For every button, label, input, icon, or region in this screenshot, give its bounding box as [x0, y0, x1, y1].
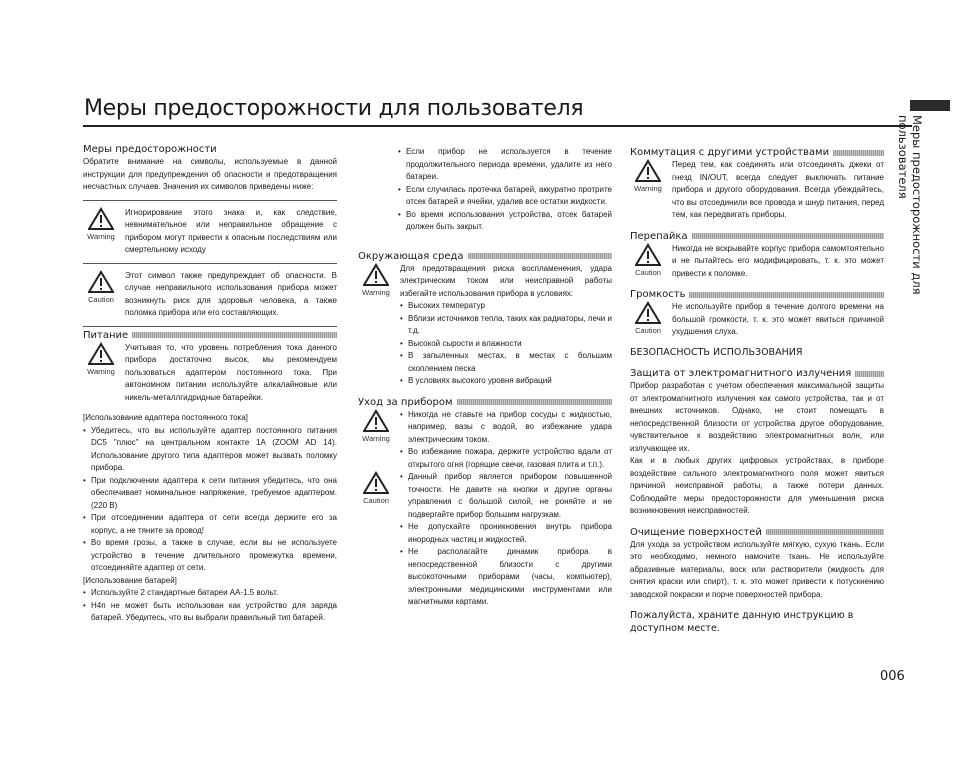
warning-triangle-icon	[363, 409, 389, 433]
page-number: 006	[880, 669, 905, 684]
warning-triangle-icon	[635, 159, 661, 183]
precautions-heading: Меры предосторожности	[83, 144, 217, 155]
side-section-label: Меры предосторожности для пользователя	[896, 115, 924, 295]
warning-label: Warning	[87, 231, 115, 241]
warning-triangle-icon	[88, 342, 114, 366]
volume-text: Не используйте прибор в течение долгого времени на большой громкости, т. к. это может явиться причиной ухудшения слуха.	[672, 302, 884, 336]
adapter-list	[83, 425, 337, 575]
list-item: • В условиях высокого уровня вибраций	[400, 375, 612, 388]
emi-text-2: Как и в любых других цифровых устройствах, в приборе воздействие сильного электромагнитного поля может явиться причиной неисправной работы, а также потери данных. Соблюдайте меры предосторожности для уменьшения риска возникновения неисправностей.	[630, 456, 884, 515]
adapter-heading: [Использование адаптера постоянного тока]	[83, 413, 248, 422]
switch-heading: Коммутация с другими устройствами	[630, 146, 884, 159]
cleaning-heading: Очищение поверхностей	[630, 526, 884, 539]
list-item: • Никогда не ставьте на прибор сосуды с жидкостью, например, вазы с водой, во избежание удара электрическим током.	[400, 409, 612, 447]
caution-triangle-icon	[363, 471, 389, 495]
modification-heading: Перепайка	[630, 230, 884, 243]
list-item: • Используйте 2 стандартные батареи AA-1.5 вольт.	[83, 587, 337, 600]
page-title: Меры предосторожности для пользователя	[84, 96, 584, 121]
warning-triangle-icon	[88, 207, 114, 231]
column-2: • Если прибор не используется в течение продолжительного периода времени, удалите из него батареи. • Если случилась протечка батарей, аккуратно протрите отсек батарей и ячейки, удалив все остатки жидкости. • Во время использования устройства, отсек батарей должен быть закрыт. Окружающая среда Warning Для предотвращения риска воспламенения, удара электрическим током или неисправной работы избегайте использования прибора в условиях: • Высоких температур • Вблизи источников тепла, таких как радиаторы, печи и т.д. • Высокой сырости и влажности • В запыленных местах, в местах с большим скоплением песка • В условиях высокого уровня вибраций Уход за прибором Warning • Никогда не ставьте на прибор сосуды с жидкостью, например, вазы с водой, во избежание удара электрическим током. • Во избежание пожара, держите устройство вдали от открытого огня (горящие свечи, газовая плита и т.п.). Caution • Данный прибор является прибором повышенной точности. Не давите на кнопки и другие органы управления с большой силой, не роняйте и не подвергайте прибор большим нагрузкам. • Не допускайте проникновения внутрь прибора инородных частиц и жидкостей. • Не располагайте динамик прибора в непосредственной близости с другими высокоточными приборами (часы, компьютер), электронными медицинскими инструментами или магнитными картами.	[358, 146, 612, 609]
list-item: • Данный прибор является прибором повышенной точности. Не давите на кнопки и другие органы управления с большой силой, не роняйте и не подвергайте прибор большим нагрузкам.	[400, 471, 612, 521]
emi-text-1: Прибор разработан с учетом обеспечения максимальной защиты от электромагнитного излучения как самого устройства, так и от внешних источников. Однако, не стоит помещать в непосредственной близости от устройства другое оборудование, чувствительное к воздействию электромагнитных волн, или излучающее их.	[630, 381, 884, 453]
column-3: Коммутация с другими устройствами Warning Перед тем, как соединять или отсоединять джеки от гнезд IN/OUT, всегда следует выключать питание прибора и другого оборудования. Всегда убеждайтесь, что вы отсоединили все провода и шнур питания, перед тем, как передвигать приборы. Перепайка Caution Никогда не вскрывайте корпус прибора самомтоятельно и не пытайтесь его модифицировать, т. к. это может привести к поломке. Громкость Caution Не используйте прибор в течение долгого времени на большой громкости, т. к. это может явиться причиной ухудшения слуха. БЕЗОПАСНОСТЬ ИСПОЛЬЗОВАНИЯ Защита от электромагнитного излучения Прибор разработан с учетом обеспечения максимальной защиты от электромагнитного излучения как самого устройства, так и от внешних источников. Однако, не стоит помещать в непосредственной близости от устройства другое оборудование, чувствительное к воздействию электромагнитных волн, или излучающее их. Как и в любых других цифровых устройствах, в приборе воздействие сильного электромагнитного поля может явиться причиной неисправной работы, а также потери данных. Соблюдайте меры предосторожности для уменьшения риска возникновения неисправностей. Очищение поверхностей Для ухода за устройством используйте мягкую, сухую ткань. Если это необходимо, немного намочите ткань. Не используйте абразивные материалы, воск или растворители (жидкость для снятия краски или спирт), т. к. это может привести к потускнению заводской покраски и порче поверхностей прибора. Пожалуйста, храните данную инструкцию в доступном месте.	[630, 147, 884, 634]
caution-label: Caution	[88, 294, 114, 304]
side-tab-marker	[910, 100, 950, 111]
environment-heading: Окружающая среда	[358, 250, 612, 263]
power-text: Учитывая то, что уровень потребления тока данного прибора достаточно высок, мы рекомендуем пользоваться адаптером постоянного тока. При автономном питании используйте алкалайновые или никель-металлгидридные батарейки.	[125, 342, 337, 402]
environment-text: Для предотвращения риска воспламенения, удара электрическим током или неисправной работы избегайте использования прибора в условиях:	[400, 263, 612, 298]
caution-triangle-icon	[88, 270, 114, 294]
caution-triangle-icon	[635, 243, 661, 267]
column-1: Меры предосторожности Обратите внимание на символы, используемые в данной инструкции для предупреждения об опасности и предотвращения несчастных случаев. Значения их символов приведены ниже: Warning Игнорирование этого знака и, как следствие, невнимательное или неправильное обращение с прибором могут привести к опасным последствиям или смертельному исходу Caution Этот символ также предупреждает об опасности. В случае неправильного использования прибора может возникнуть риск для здоровья человека, а также поломка прибора или его составляющих. Питание Warning Учитывая то, что уровень потребления тока данного прибора достаточно высок, мы рекомендуем пользоваться адаптером постоянного тока. При автономном питании используйте алкалайновые или никель-металлгидридные батарейки. [Использование адаптера постоянного тока] • Убедитесь, что вы используйте адаптер постоянного питания DC5 "плюс" на центральном контакте 1A (ZOOM AD 14). Использование другого типа адаптеров может вызвать поломку прибора. • При подключении адаптера к сети питания убедитесь, что она обеспечивает номинальное напряжение, требуемое адаптером. (220 В) • При отсоединении адаптера от сети всегда держите его за корпус, а не тяните за провод! • Во время грозы, а также в случае, если вы не используете устройство в течение длительного промежутка времени, отсоединяйте адаптер от сети. [Использование батарей] • Используйте 2 стандартные батареи AA-1.5 вольт. • H4n не может быть использован как устройство для заряда батарей. Убедитесь, что вы выбрали правильный тип батарей.	[83, 143, 337, 625]
warning-triangle-icon	[363, 263, 389, 287]
warning-symbol-box	[83, 207, 337, 257]
list-item: • Во избежание пожара, держите устройство вдали от открытого огня (горящие свечи, газовая плита и т.п.).	[400, 446, 612, 471]
closing-note: Пожалуйста, храните данную инструкцию в доступном месте.	[630, 610, 854, 634]
list-item: • Вблизи источников тепла, таких как радиаторы, печи и т.д.	[400, 313, 612, 338]
battery-heading: [Использование батарей]	[83, 575, 177, 585]
caution-triangle-icon	[635, 301, 661, 325]
title-rule	[83, 125, 912, 127]
list-item: • Во время использования устройства, отсек батарей должен быть закрыт.	[398, 209, 612, 234]
modification-text: Никогда не вскрывайте корпус прибора самомтоятельно и не пытайтесь его модифицировать, т. к. это может привести к поломке.	[672, 243, 884, 278]
list-item: • Не располагайте динамик прибора в непосредственной близости с другими высокоточными приборами (часы, компьютер), электронными медицинскими инструментами или магнитными картами.	[400, 546, 612, 609]
list-item: • Высоких температур	[400, 300, 612, 313]
list-item: • В запыленных местах, в местах с большим скоплением песка	[400, 350, 612, 375]
emi-heading: Защита от электромагнитного излучения	[630, 367, 884, 380]
list-item: • Высокой сырости и влажности	[400, 338, 612, 351]
caution-text: Этот символ также предупреждает об опасности. В случае неправильного использования прибора может возникнуть риск для здоровья человека, а также поломка прибора или его составляющих.	[125, 270, 337, 317]
caution-symbol-box	[83, 270, 337, 320]
precautions-intro: Обратите внимание на символы, используемые в данной инструкции для предупреждения об опасности и предотвращения несчастных случаев. Значения их символов приведены ниже:	[83, 157, 337, 191]
list-item: • H4n не может быть использован как устройство для заряда батарей. Убедитесь, что вы выбрали правильный тип батарей.	[83, 600, 337, 625]
list-item: • При отсоединении адаптера от сети всегда держите его за корпус, а не тяните за провод!	[83, 512, 337, 537]
safety-heading: БЕЗОПАСНОСТЬ ИСПОЛЬЗОВАНИЯ	[630, 346, 803, 358]
list-item: • Если случилась протечка батарей, аккуратно протрите отсек батарей и ячейки, удалив все остатки жидкости.	[398, 184, 612, 209]
power-heading: Питание	[83, 329, 337, 342]
switch-text: Перед тем, как соединять или отсоединять джеки от гнезд IN/OUT, всегда следует выключать питание прибора и другого оборудования. Всегда убеждайтесь, что вы отсоединили все провода и шнур питания, перед тем, как передвигать приборы.	[672, 160, 884, 219]
care-heading: Уход за прибором	[358, 396, 612, 409]
list-item: • Во время грозы, а также в случае, если вы не используете устройство в течение длительного промежутка времени, отсоединяйте адаптер от сети.	[83, 537, 337, 575]
list-item: • Если прибор не используется в течение продолжительного периода времени, удалите из него батареи.	[398, 146, 612, 184]
volume-heading: Громкость	[630, 288, 884, 301]
warning-text: Игнорирование этого знака и, как следствие, невнимательное или неправильное обращение с прибором могут привести к опасным последствиям или смертельному исходу	[125, 207, 337, 254]
cleaning-text: Для ухода за устройством используйте мягкую, сухую ткань. Если это необходимо, немного намочите ткань. Не используйте абразивные материалы, воск или растворители (жидкость для снятия краски или спирт), т. к. это может привести к потускнению заводской покраски и порче поверхностей прибора.	[630, 539, 884, 599]
list-item: • Убедитесь, что вы используйте адаптер постоянного питания DC5 "плюс" на центральном контакте 1A (ZOOM AD 14). Использование другого типа адаптеров может вызвать поломку прибора.	[83, 425, 337, 475]
list-item: • При подключении адаптера к сети питания убедитесь, что она обеспечивает номинальное напряжение, требуемое адаптером. (220 В)	[83, 475, 337, 513]
battery-list	[83, 587, 337, 625]
list-item: • Не допускайте проникновения внутрь прибора инородных частиц и жидкостей.	[400, 521, 612, 546]
